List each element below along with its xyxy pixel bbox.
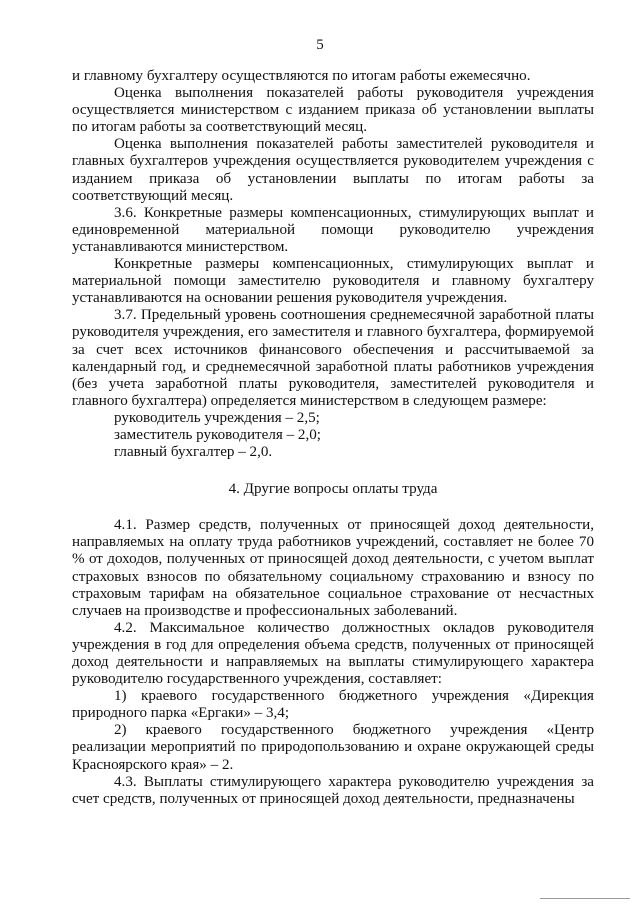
paragraph-deputies-evaluation: Оценка выполнения показателей работы заместителей руководителя и главных бухгалтеров учреждения осуществляется руководителем учреждения с изданием приказа об установлении выплаты по итогам работы за соответствующий месяц. bbox=[72, 136, 594, 204]
page-number: 5 bbox=[316, 37, 324, 53]
paragraph-4-1: 4.1. Размер средств, полученных от приносящей доход деятельности, направляемых на оплату труда работников учреждений, составляет не более 70 % от доходов, полученных от приносящей доход деятельности, с учетом выплат страховых взносов по обязательному социальному страхованию и взносу по страховым тарифам на обязательное социальное страхование от несчастных случаев на производстве и профессиональных заболеваний. bbox=[72, 517, 594, 619]
section-heading-4: 4. Другие вопросы оплаты труда bbox=[228, 481, 438, 498]
paragraph-head-evaluation: Оценка выполнения показателей работы руководителя учреждения осуществляется министерством с изданием приказа об установлении выплаты по итогам работы за соответствующий месяц. bbox=[72, 85, 594, 136]
list-item-ergaki: 1) краевого государственного бюджетного учреждения «Дирекция природного парка «Ергаки» – 3,4; bbox=[72, 688, 594, 722]
scan-edge-line bbox=[540, 898, 630, 899]
document-body bbox=[72, 68, 594, 808]
paragraph-4-2: 4.2. Максимальное количество должностных окладов руководителя учреждения в год для определения объема средств, полученных от приносящей доход деятельности и направляемых на выплаты стимулирующего характера руководителю государственного учреждения, составляет: bbox=[72, 619, 594, 688]
ratio-head: руководитель учреждения – 2,5; bbox=[114, 409, 320, 426]
ratio-chief-accountant: главный бухгалтер – 2,0. bbox=[114, 444, 273, 461]
ratio-deputy: заместитель руководителя – 2,0; bbox=[114, 426, 321, 443]
paragraph-3-6: 3.6. Конкретные размеры компенсационных, стимулирующих выплат и единовременной материальной помощи руководителю учреждения устанавливаются министерством. bbox=[72, 204, 594, 255]
list-item-center: 2) краевого государственного бюджетного учреждения «Центр реализации мероприятий по природопользованию и охране окружающей среды Красноярского края» – 2. bbox=[72, 722, 594, 773]
paragraph-deputy-payments: Конкретные размеры компенсационных, стимулирующих выплат и материальной помощи заместителю руководителя и главному бухгалтеру устанавливаются на основании решения руководителя учреждения. bbox=[72, 256, 594, 307]
paragraph-4-3: 4.3. Выплаты стимулирующего характера руководителю учреждения за счет средств, полученных от приносящей доход деятельности, предназначены bbox=[72, 773, 594, 807]
paragraph-monthly-evaluation-tail: и главному бухгалтеру осуществляются по итогам работы ежемесячно. bbox=[72, 68, 531, 84]
paragraph-3-7: 3.7. Предельный уровень соотношения среднемесячной заработной платы руководителя учреждения, его заместителя и главного бухгалтера, формируемой за счет всех источников финансового обеспечения и рассчитываемой за календарный год, и среднемесячной заработной платы работников учреждения (без учета заработной платы руководителя, заместителей руководителя и главного бухгалтера) определяется министерством в следующем размере: bbox=[72, 307, 594, 409]
